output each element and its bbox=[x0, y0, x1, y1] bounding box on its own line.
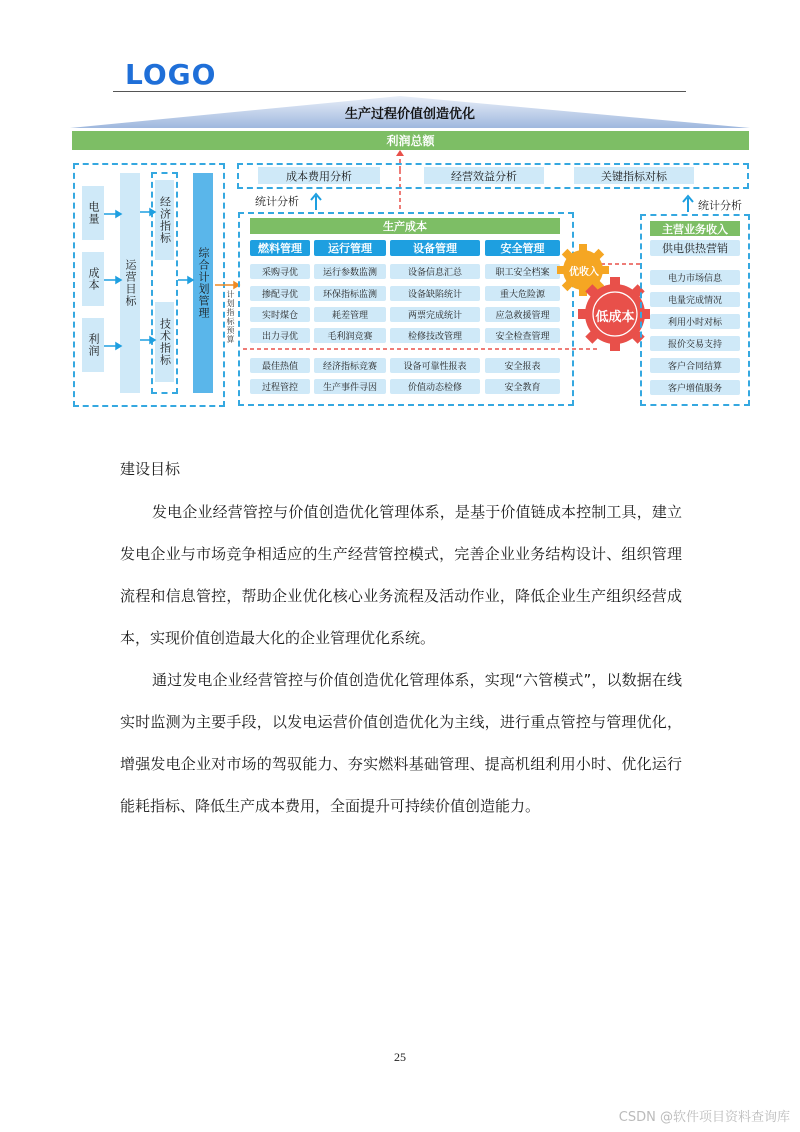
input-cost: 成本 bbox=[82, 252, 104, 306]
income-item: 报价交易支持 bbox=[650, 336, 740, 351]
column-header: 设备管理 bbox=[390, 240, 480, 256]
analysis-item: 成本费用分析 bbox=[258, 167, 380, 184]
economic-indicator: 经济指标 bbox=[155, 180, 174, 260]
section-heading: 建设目标 bbox=[120, 460, 181, 478]
paragraph-1 bbox=[120, 491, 682, 659]
page-number: 25 bbox=[394, 1050, 406, 1064]
income-item: 利用小时对标 bbox=[650, 314, 740, 329]
paragraph-text: 发电企业经营管控与价值创造优化管理体系，是基于价值链成本控制工具，建立发电企业与市场竞争相适应的生产经营管控模式，完善企业业务结构设计、组织管理流程和信息管控，帮助企业优化核心业务流程及活动作业，降低企业生产组织经营成本，实现价值创造最大化的企业管理优化系统。 bbox=[120, 503, 682, 647]
column-item: 最佳热值 bbox=[250, 358, 310, 373]
gears-graphic bbox=[555, 242, 650, 352]
column-item: 设备缺陷统计 bbox=[390, 286, 480, 301]
logo: LOGO bbox=[125, 58, 217, 91]
column-item: 价值动态检修 bbox=[390, 379, 480, 394]
column-item: 毛利润竞赛 bbox=[314, 328, 386, 343]
input-profit: 利润 bbox=[82, 318, 104, 372]
stat-left-label: 统计分析 bbox=[255, 195, 299, 208]
value-creation-diagram bbox=[0, 0, 800, 420]
column-item: 出力寻优 bbox=[250, 328, 310, 343]
column-item: 设备可靠性报表 bbox=[390, 358, 480, 373]
column-header: 运行管理 bbox=[314, 240, 386, 256]
gear-big-label: 低成本 bbox=[595, 310, 635, 325]
technical-indicator: 技术指标 bbox=[155, 302, 174, 382]
production-cost-header: 生产成本 bbox=[250, 218, 560, 234]
plan-budget-label: 计划指标预算 bbox=[226, 290, 235, 344]
column-header: 燃料管理 bbox=[250, 240, 310, 256]
paragraph-2 bbox=[120, 659, 682, 827]
column-item: 运行参数监测 bbox=[314, 264, 386, 279]
watermark: CSDN @软件项目资料查询库 bbox=[618, 1110, 790, 1125]
income-item: 电力市场信息 bbox=[650, 270, 740, 285]
column-header: 安全管理 bbox=[485, 240, 560, 256]
column-item: 安全报表 bbox=[485, 358, 560, 373]
column-item: 安全检查管理 bbox=[485, 328, 560, 343]
input-electricity: 电量 bbox=[82, 186, 104, 240]
income-item: 电量完成情况 bbox=[650, 292, 740, 307]
main-income-header: 主营业务收入 bbox=[650, 221, 740, 236]
paragraph-text: 通过发电企业经营管控与价值创造优化管理体系，实现“六管模式”，以数据在线实时监测为主要手段，以发电运营价值创造优化为主线，进行重点管控与管理优化，增强发电企业对市场的驾驭能力、夯实燃料基础管理、提高机组利用小时、优化运行能耗指标、降低生产成本费用，全面提升可持续价值创造能力。 bbox=[120, 671, 682, 815]
column-item: 环保指标监测 bbox=[314, 286, 386, 301]
column-item: 生产事件寻因 bbox=[314, 379, 386, 394]
income-item: 客户合同结算 bbox=[650, 358, 740, 373]
column-item: 检修技改管理 bbox=[390, 328, 480, 343]
column-item: 实时煤仓 bbox=[250, 307, 310, 322]
column-item: 重大危险源 bbox=[485, 286, 560, 301]
column-item: 过程管控 bbox=[250, 379, 310, 394]
roof-title: 生产过程价值创造优化 bbox=[344, 107, 475, 122]
column-item: 应急救援管理 bbox=[485, 307, 560, 322]
column-item: 两票完成统计 bbox=[390, 307, 480, 322]
analysis-item: 关键指标对标 bbox=[574, 167, 694, 184]
analysis-item: 经营效益分析 bbox=[424, 167, 544, 184]
plan-box: 综合计划管理 bbox=[193, 173, 213, 393]
stat-right-label: 统计分析 bbox=[698, 199, 742, 212]
income-item: 客户增值服务 bbox=[650, 380, 740, 395]
column-item: 设备信息汇总 bbox=[390, 264, 480, 279]
column-item: 经济指标竞赛 bbox=[314, 358, 386, 373]
column-item: 安全教育 bbox=[485, 379, 560, 394]
goal-box: 运营目标 bbox=[120, 173, 140, 393]
column-item: 职工安全档案 bbox=[485, 264, 560, 279]
profit-bar: 利润总额 bbox=[72, 131, 749, 150]
column-item: 耗差管理 bbox=[314, 307, 386, 322]
column-item: 采购寻优 bbox=[250, 264, 310, 279]
column-item: 掺配寻优 bbox=[250, 286, 310, 301]
supply-marketing: 供电供热营销 bbox=[650, 240, 740, 256]
gear-small-label: 优收入 bbox=[569, 267, 599, 278]
